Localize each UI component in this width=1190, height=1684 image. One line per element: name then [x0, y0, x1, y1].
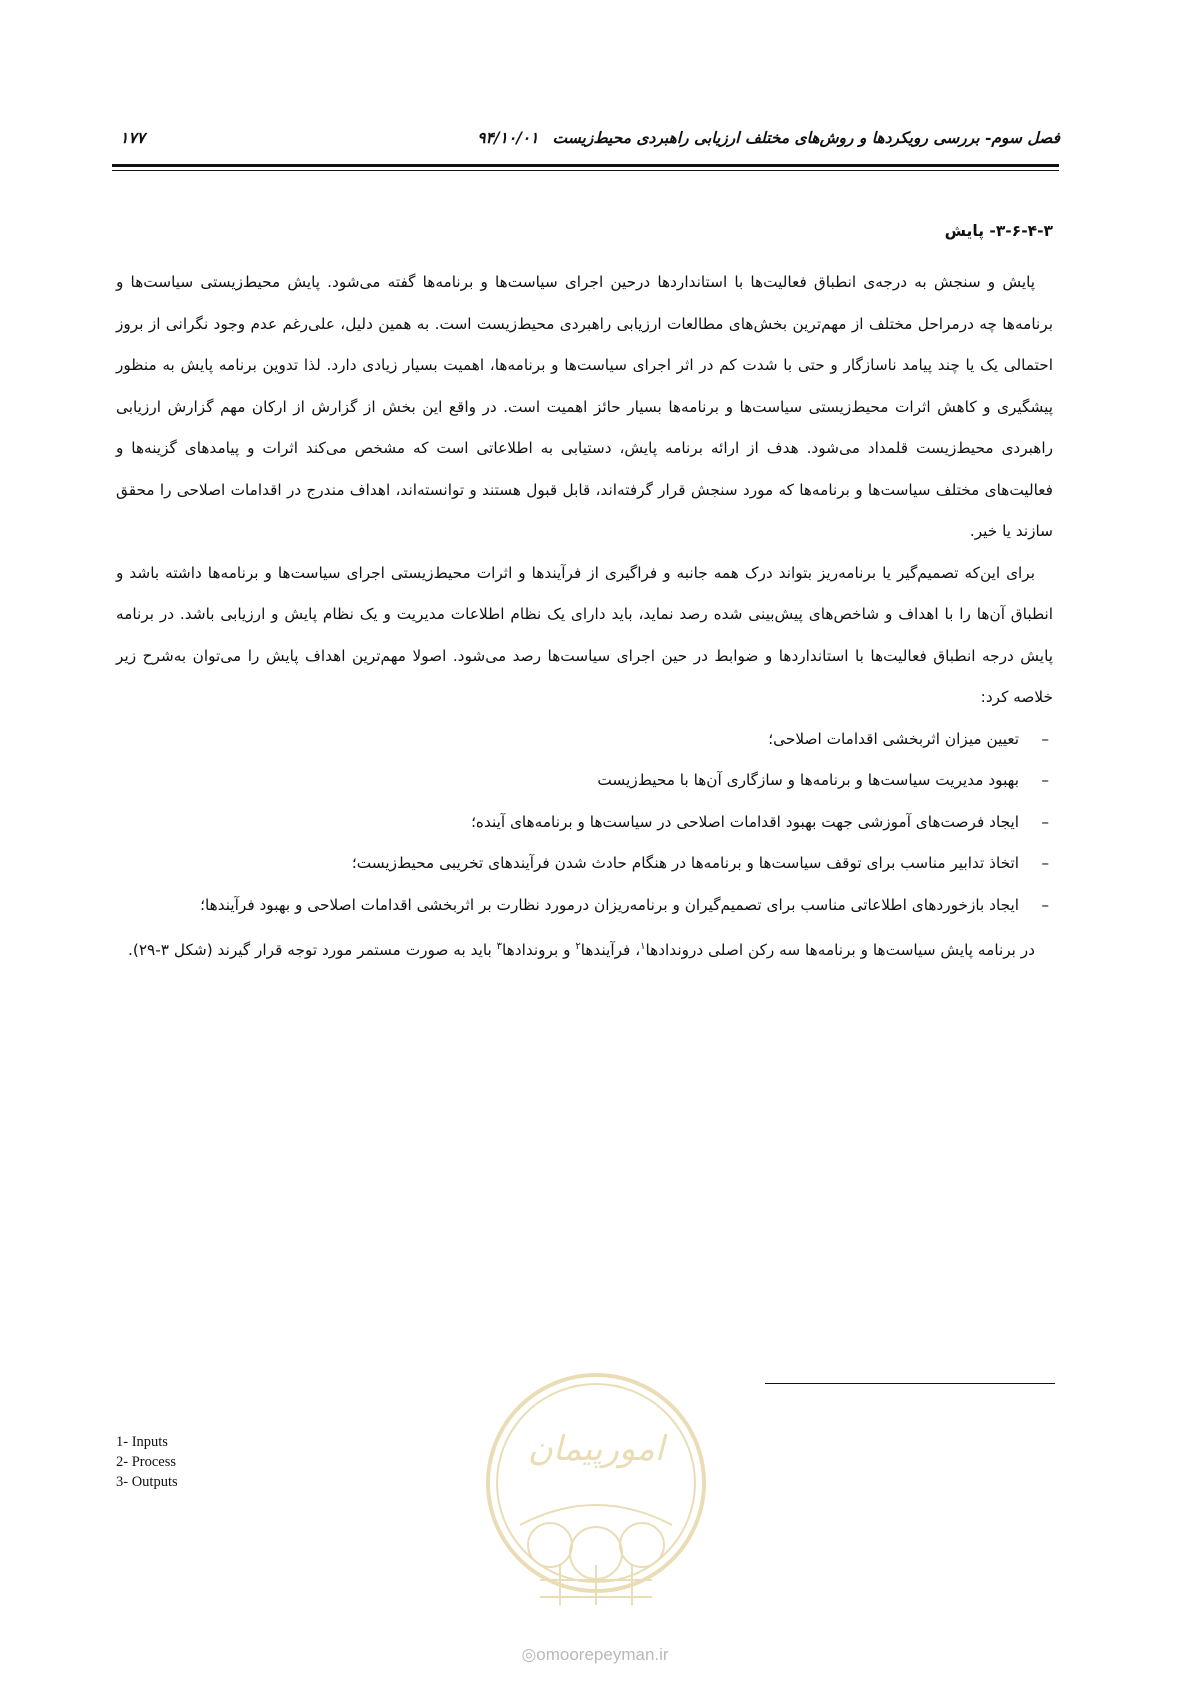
watermark-logo-text: امورپیمان	[527, 1429, 665, 1469]
running-header	[477, 128, 1060, 147]
list-item: – ایجاد بازخوردهای اطلاعاتی مناسب برای تصمیم‌گیران و برنامه‌ریزان درمورد نظارت بر اثربخشی اقدامات اصلاحی و بهبود فرآیندها؛	[116, 885, 1019, 927]
footnotes	[116, 1432, 178, 1492]
watermark-logo-icon	[480, 1365, 712, 1675]
header-date: ۹۴/۱۰/۰۱	[477, 128, 539, 147]
body-text	[116, 262, 1053, 972]
list-item: – بهبود مدیریت سیاست‌ها و برنامه‌ها و سازگاری آن‌ها با محیط‌زیست	[116, 760, 1019, 802]
paragraph: پایش و سنجش به درجه‌ی انطباق فعالیت‌ها با استانداردها درحین اجرای سیاست‌ها و برنامه‌ها گفته می‌شود. پایش محیط‌زیستی سیاست‌ها و برنامه‌ها چه درمراحل مختلف از مهم‌ترین بخش‌های مطالعات ارزیابی راهبردی محیط‌زیست است. به همین دلیل، علی‌رغم عدم وجود نگرانی از بروز احتمالی یک یا چند پیامد ناسازگار و حتی با شدت کم در اثر اجرای سیاست‌ها و برنامه‌ها، اهمیت بسیار زیادی دارد. لذا تدوین برنامه پایش به منظور پیشگیری و کاهش اثرات محیط‌زیستی سیاست‌ها و برنامه‌ها بسیار حائز اهمیت است. در واقع این بخش از گزارش از ارکان مهم گزارش ارزیابی راهبردی محیط‌زیست قلمداد می‌شود. هدف از ارائه برنامه پایش، دستیابی به اطلاعاتی است که مشخص می‌کند اثرات و پیامدهای گزینه‌ها و فعالیت‌های مختلف سیاست‌ها و برنامه‌ها که مورد سنجش قرار گرفته‌اند، قابل قبول هستند و توانسته‌اند، اهداف مندرج در اقدامات اصلاحی را محقق سازند یا خیر.	[116, 273, 1053, 540]
closing-text: ، فرآیندها	[580, 941, 641, 960]
objectives-list	[116, 719, 1053, 927]
header-rule-thin	[112, 170, 1059, 171]
list-item: – ایجاد فرصت‌های آموزشی جهت بهبود اقدامات اصلاحی در سیاست‌ها و برنامه‌های آینده؛	[116, 802, 1019, 844]
page-number: ۱۷۷	[120, 128, 145, 147]
section-heading: ۳-۶-۴-۳- پایش	[944, 222, 1053, 240]
footnote: 2- Process	[116, 1454, 177, 1470]
list-item: – تعیین میزان اثربخشی اقدامات اصلاحی؛	[116, 719, 1019, 761]
footnote: 1- Inputs	[116, 1434, 168, 1450]
list-item: – اتخاذ تدابیر مناسب برای توقف سیاست‌ها و برنامه‌ها در هنگام حادث شدن فرآیندهای تخریبی محیط‌زیست؛	[116, 843, 1019, 885]
watermark-url: ◎omoorepeyman.ir	[521, 1645, 669, 1664]
footnote-ref: ۱	[640, 941, 646, 952]
footnote-ref: ۳	[496, 941, 503, 952]
footnote-rule	[765, 1383, 1055, 1384]
header-rule-thick	[112, 164, 1059, 167]
closing-text: در برنامه پایش سیاست‌ها و برنامه‌ها سه رکن اصلی دروندادها	[645, 941, 1035, 960]
closing-text: و بروندادها	[502, 941, 576, 960]
chapter-title: فصل سوم- بررسی رویکردها و روش‌های مختلف ارزیابی راهبردی محیط‌زیست	[552, 128, 1060, 147]
paragraph: برای این‌که تصمیم‌گیر یا برنامه‌ریز بتواند درک همه جانبه و فراگیری از فرآیندها و اثرات محیط‌زیستی اجرای سیاست‌ها و برنامه‌ها داشته باشد و انطباق آن‌ها را با اهداف و شاخص‌های پیش‌بینی شده رصد نماید، باید دارای یک نظام اطلاعات مدیریت و یک نظام پایش و ارزیابی باشد. در برنامه پایش درجه انطباق فعالیت‌ها با استانداردها و ضوابط در حین اجرای سیاست‌ها رصد می‌شود. اصولا مهم‌ترین اهداف پایش را می‌توان به‌شرح زیر خلاصه کرد:	[116, 563, 1053, 706]
watermark-url-text: omoorepeyman.ir	[536, 1645, 669, 1664]
closing-paragraph	[116, 926, 1053, 972]
closing-text: باید به صورت مستمر مورد توجه قرار گیرند (شکل ۳-۲۹).	[127, 941, 497, 960]
footnote-ref: ۲	[575, 941, 581, 952]
footnote: 3- Outputs	[116, 1474, 178, 1490]
